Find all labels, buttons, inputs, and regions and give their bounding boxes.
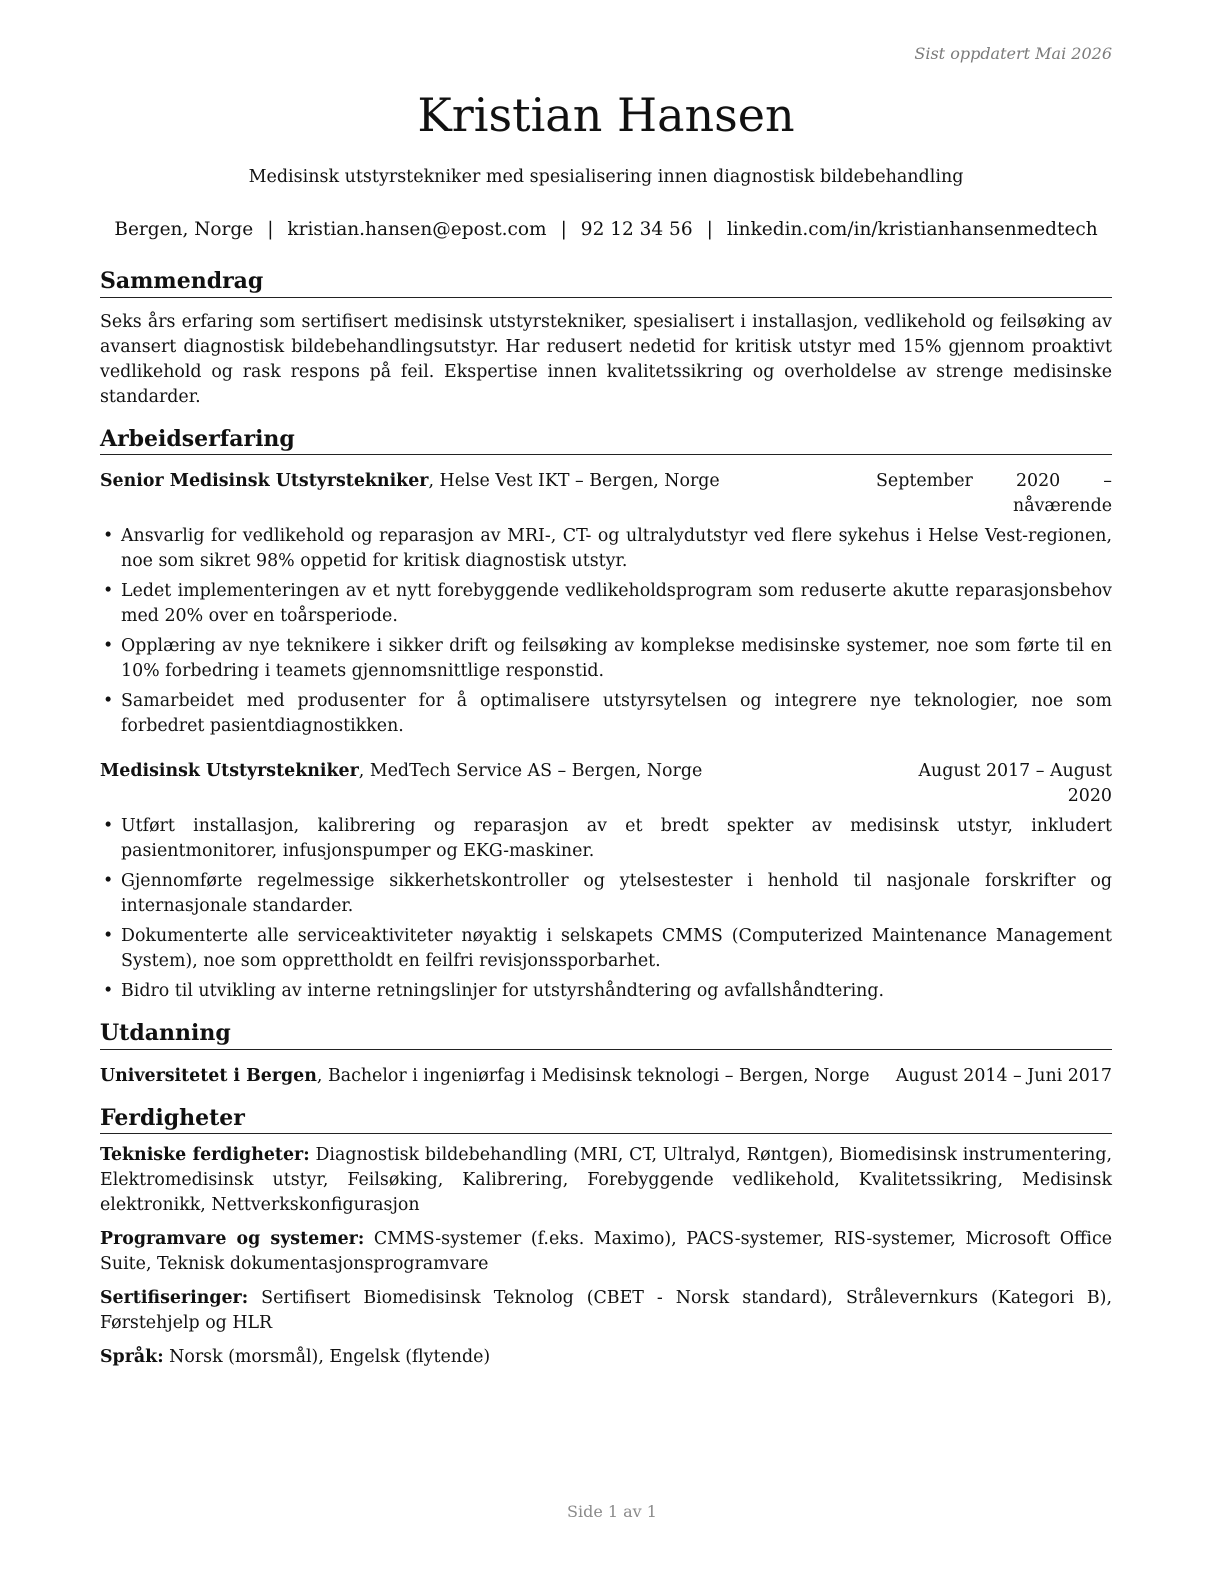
bullet-item	[100, 814, 1112, 864]
summary-section	[100, 268, 1112, 410]
bullet-item	[100, 524, 1112, 574]
resume-content	[100, 268, 1112, 1386]
bullet-text: Utført installasjon, kalibrering og reparasjon av et bredt spekter av medisinsk utstyr, inkludert pasientmonitorer, infusjonspumper og EKG-maskiner.	[121, 816, 1112, 861]
job-entry	[100, 469, 1112, 739]
section-title-education: Utdanning	[100, 1020, 1112, 1050]
bullet-icon: •	[103, 636, 114, 656]
education-school: Universitetet i Bergen	[100, 1065, 317, 1086]
skill-text: CMMS-systemer (f.eks. Maximo), PACS-systemer, RIS-systemer, Microsoft Office Suite, Teknisk dokumentasjonsprogramvare	[100, 1229, 1112, 1274]
education-dates: August 2014 – Juni 2017	[895, 1065, 1112, 1086]
bullet-item	[100, 689, 1112, 739]
job-role: Medisinsk Utstyrstekniker	[100, 761, 359, 781]
job-title-line	[100, 759, 876, 809]
job-role: Senior Medisinsk Utstyrstekniker	[100, 471, 429, 491]
skill-text: Diagnostisk bildebehandling (MRI, CT, Ultralyd, Røntgen), Biomedisinsk instrumentering, Elektromedisinsk utstyr, Feilsøking, Kalibrering, Forebyggende vedlikehold, Kvalitetssikring, Medisinsk elektronikk, Nettverkskonfigurasjon	[100, 1145, 1112, 1215]
skill-label: Språk:	[100, 1347, 164, 1367]
experience-section	[100, 426, 1112, 1005]
skill-line-software	[100, 1227, 1112, 1277]
bullet-text: Gjennomførte regelmessige sikkerhetskontroller og ytelsestester i henhold til nasjonale forskrifter og internasjonale standarder.	[121, 871, 1112, 916]
bullet-item	[100, 869, 1112, 919]
summary-text: Seks års erfaring som sertifisert medisinsk utstyrstekniker, spesialisert i installasjon, vedlikehold og feilsøking av avansert diagnostisk bildebehandlingsutstyr. Har redusert nedetid for kritisk utstyr med 15% gjennom proaktivt vedlikehold og rask respons på feil. Ekspertise innen kvalitetssikring og overholdelse av strenge medisinske standarder.	[100, 311, 1112, 407]
job-entry	[100, 759, 1112, 1004]
skill-label: Programvare og systemer:	[100, 1229, 365, 1249]
bullet-item	[100, 579, 1112, 629]
bullet-text: Opplæring av nye teknikere i sikker drift og feilsøking av komplekse medisinske systemer, noe som førte til en 10% forbedring i teamets gjennomsnittlige responstid.	[121, 636, 1112, 681]
contact-phone: 92 12 34 56	[580, 219, 693, 240]
contact-linkedin[interactable]: linkedin.com/in/kristianhansenmedtech	[726, 219, 1098, 240]
section-title-skills: Ferdigheter	[100, 1105, 1112, 1135]
job-header	[100, 759, 1112, 809]
job-bullets	[100, 524, 1112, 739]
skill-text: Norsk (morsmål), Engelsk (flytende)	[163, 1347, 491, 1367]
job-org: , Helse Vest IKT – Bergen, Norge	[428, 471, 720, 491]
job-header	[100, 469, 1112, 519]
bullet-text: Ansvarlig for vedlikehold og reparasjon av MRI-, CT- og ultralydutstyr ved flere sykehus i Helse Vest-regionen, noe som sikret 98% oppetid for kritisk diagnostisk utstyr.	[121, 526, 1112, 571]
skill-label: Sertifiseringer:	[100, 1288, 249, 1308]
job-bullets	[100, 814, 1112, 1004]
tagline: Medisinsk utstyrstekniker med spesialisering innen diagnostisk bildebehandling	[248, 167, 964, 187]
bullet-icon: •	[103, 816, 114, 836]
bullet-icon: •	[103, 981, 114, 1001]
bullet-item	[100, 979, 1112, 1004]
contact-location: Bergen, Norge	[114, 219, 254, 240]
education-section	[100, 1020, 1112, 1089]
education-detail: , Bachelor i ingeniørfag i Medisinsk teknologi – Bergen, Norge	[316, 1065, 870, 1086]
skill-text: Sertifisert Biomedisinsk Teknolog (CBET - Norsk standard), Strålevernkurs (Kategori B), Førstehjelp og HLR	[100, 1288, 1112, 1333]
bullet-item	[100, 924, 1112, 974]
job-org: , MedTech Service AS – Bergen, Norge	[358, 761, 703, 781]
bullet-icon: •	[103, 526, 114, 546]
contact-separator: |	[267, 219, 274, 240]
bullet-text: Dokumenterte alle serviceaktiviteter nøyaktig i selskapets CMMS (Computerized Maintenance Management System), noe som opprettholdt en feilfri revisjonssporbarhet.	[121, 926, 1112, 971]
bullet-icon: •	[103, 926, 114, 946]
bullet-icon: •	[103, 691, 114, 711]
job-title-line	[100, 469, 876, 519]
page-number: Side 1 av 1	[567, 1502, 657, 1521]
section-title-experience: Arbeidserfaring	[100, 426, 1112, 456]
bullet-text: Bidro til utvikling av interne retningslinjer for utstyrshåndtering og avfallshåndtering.	[121, 981, 885, 1001]
contact-separator: |	[706, 219, 713, 240]
education-header	[100, 1064, 1112, 1089]
skill-line-certifications	[100, 1286, 1112, 1336]
last-updated: Sist oppdatert Mai 2026	[914, 44, 1112, 63]
bullet-text: Samarbeidet med produsenter for å optimalisere utstyrsytelsen og integrere nye teknologier, noe som forbedret pasientdiagnostikken.	[121, 691, 1112, 736]
skill-line-languages	[100, 1345, 1112, 1370]
bullet-icon: •	[103, 871, 114, 891]
skill-label: Tekniske ferdigheter:	[100, 1145, 310, 1165]
bullet-icon: •	[103, 581, 114, 601]
skill-line-technical	[100, 1143, 1112, 1218]
skills-section	[100, 1105, 1112, 1371]
candidate-name: Kristian Hansen	[417, 88, 795, 142]
job-dates: August 2017 – August 2020	[918, 761, 1112, 806]
education-line	[100, 1064, 876, 1089]
section-title-summary: Sammendrag	[100, 268, 1112, 298]
education-entry	[100, 1064, 1112, 1089]
contact-separator: |	[560, 219, 567, 240]
contact-line	[100, 219, 1112, 240]
job-dates: September 2020 – nåværende	[876, 471, 1112, 516]
bullet-item	[100, 634, 1112, 684]
bullet-text: Ledet implementeringen av et nytt forebyggende vedlikeholdsprogram som reduserte akutte reparasjonsbehov med 20% over en toårsperiode.	[121, 581, 1112, 626]
contact-email[interactable]: kristian.hansen@epost.com	[287, 219, 547, 240]
